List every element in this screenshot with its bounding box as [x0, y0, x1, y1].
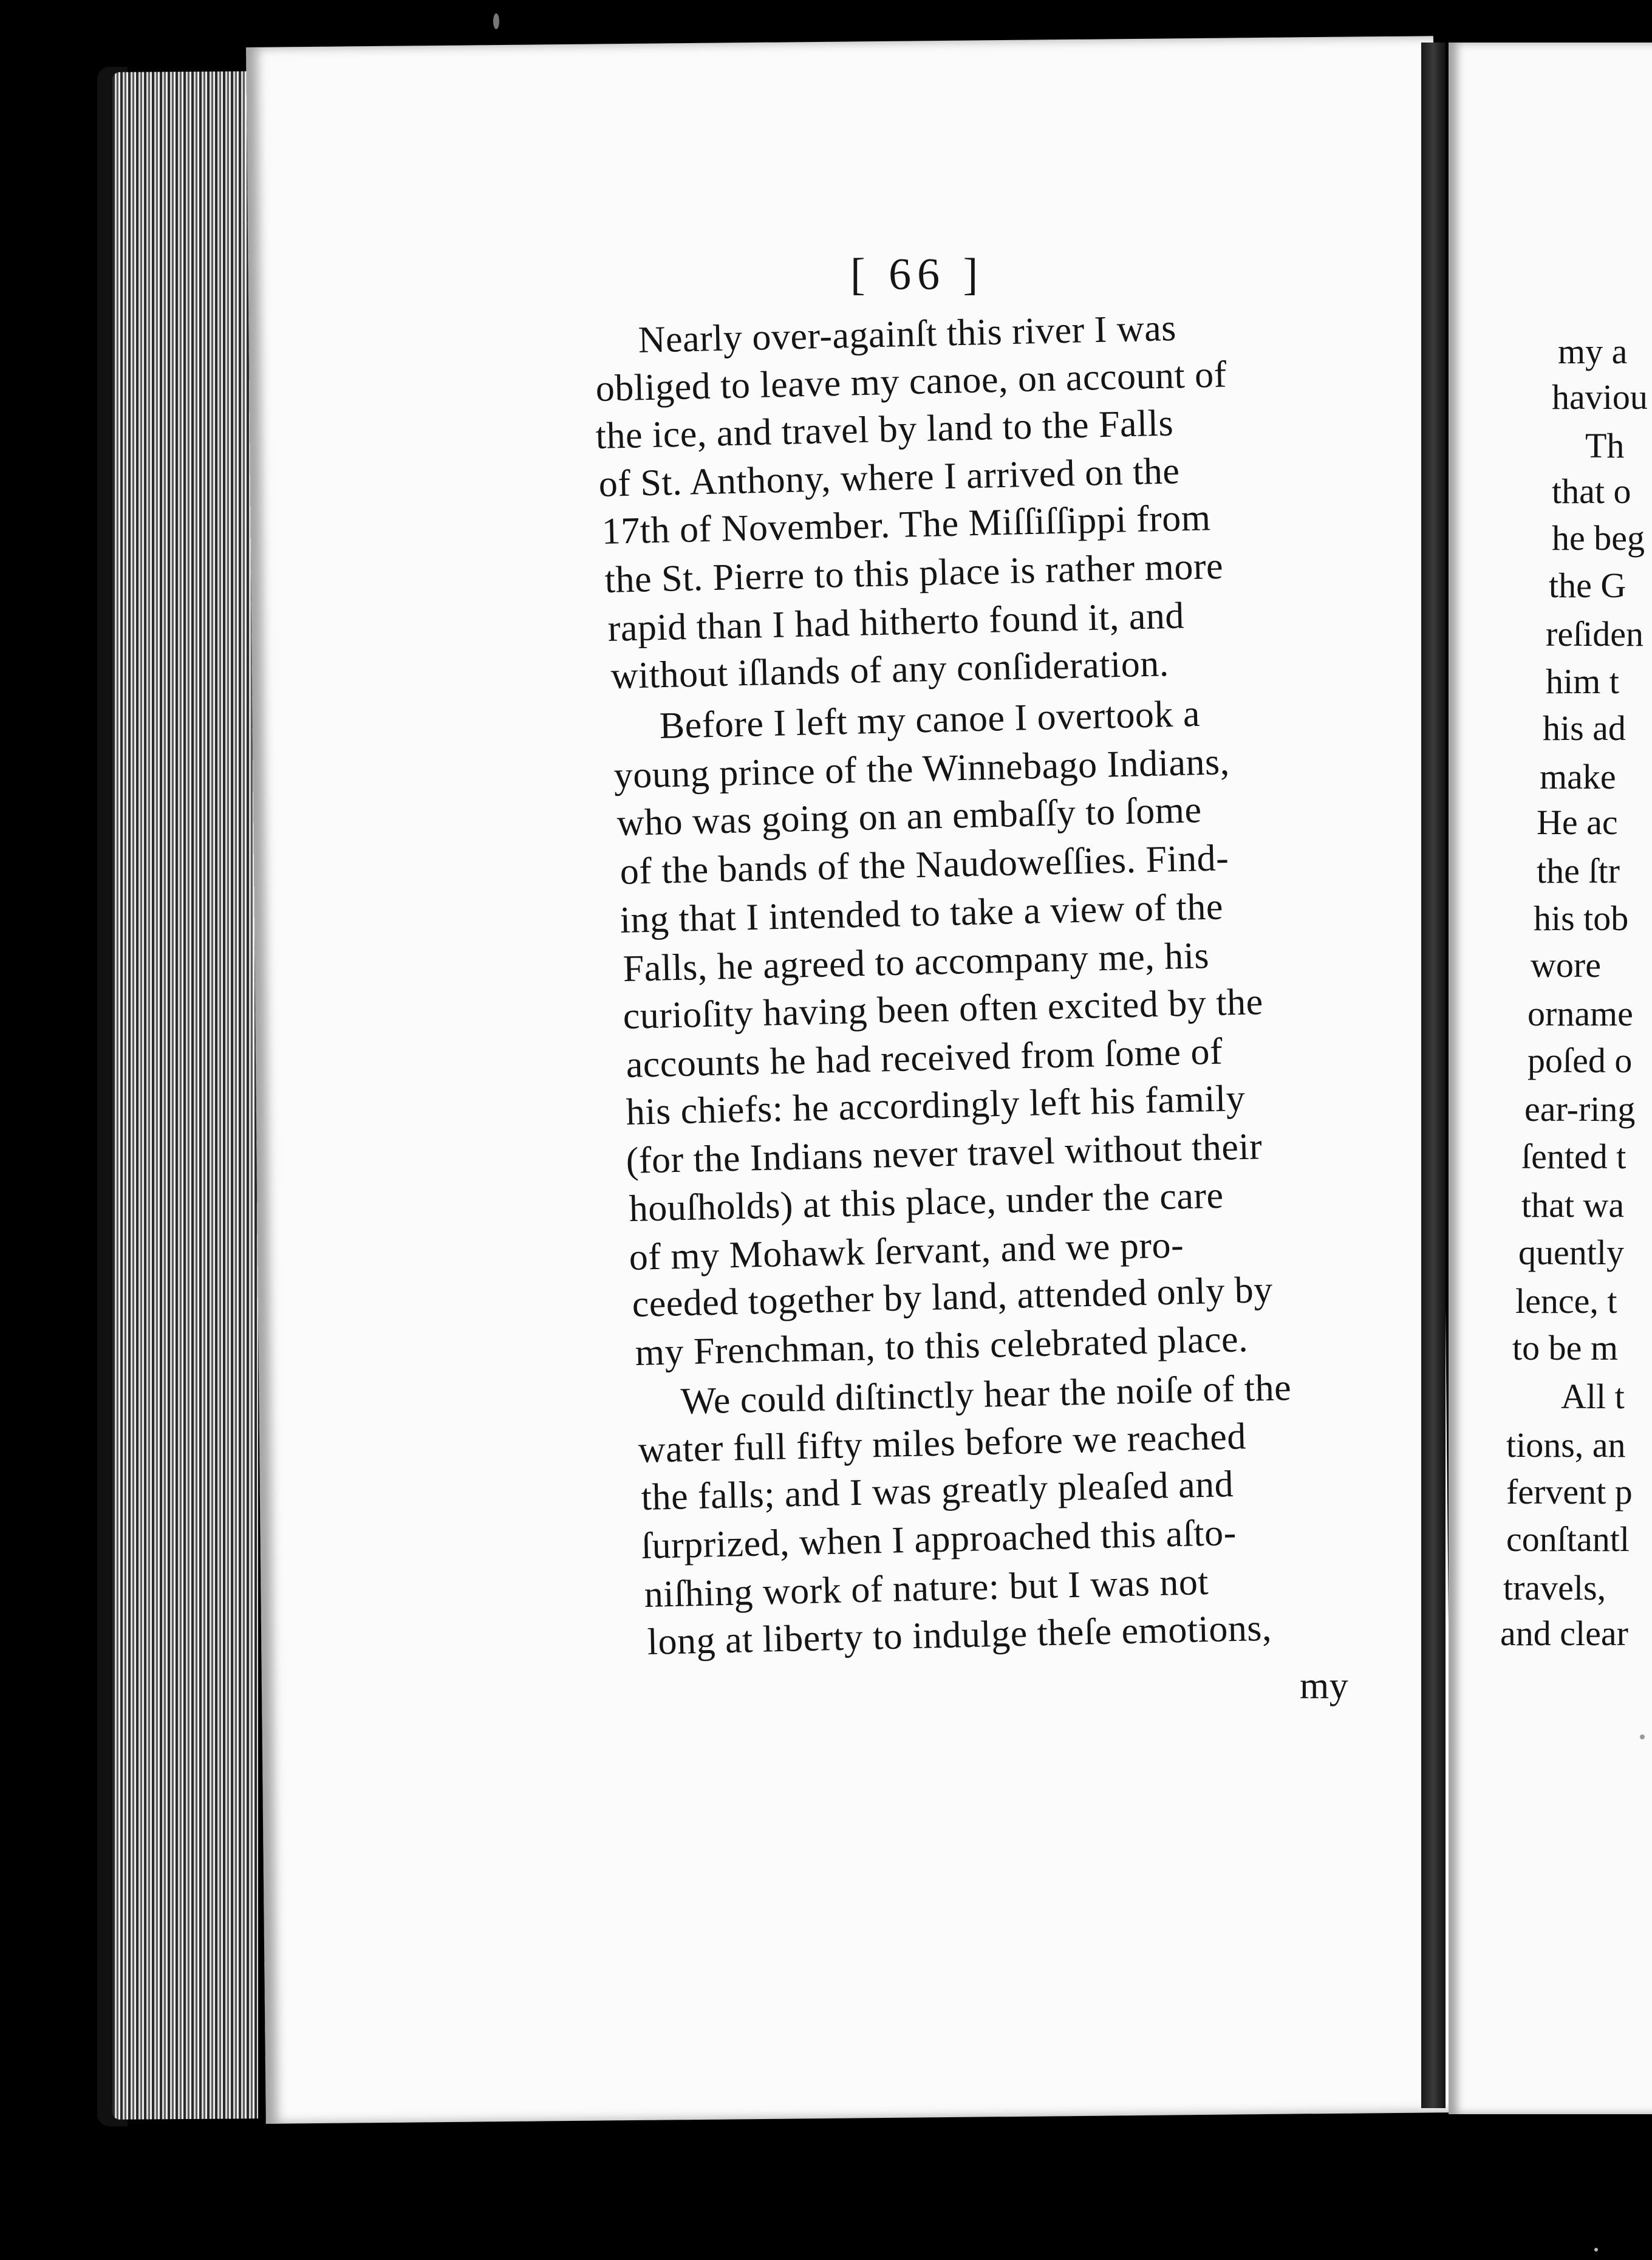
right-text-line: that o: [1552, 471, 1631, 511]
text-line: niſhing work of nature: but I was not: [644, 1561, 1209, 1615]
right-text-line: my a: [1558, 332, 1628, 371]
right-text-line: the ſtr: [1537, 851, 1620, 891]
text-line: Nearly over-againſt this river I was: [638, 307, 1177, 361]
right-text-line: fervent p: [1506, 1472, 1633, 1512]
right-text-line: to be m: [1512, 1328, 1618, 1368]
text-line: Before I left my canoe I overtook a: [659, 693, 1201, 747]
page-number: [ 66 ]: [850, 250, 985, 300]
right-text-line: wore: [1531, 945, 1601, 985]
text-line: ſurprized, when I approached this aſto-: [641, 1512, 1237, 1567]
text-line: water full fifty miles before we reached: [638, 1416, 1247, 1471]
right-text-line: his ad: [1543, 708, 1626, 748]
right-text-line: ſented t: [1521, 1137, 1626, 1176]
text-line: obliged to leave my canoe, on account of: [595, 354, 1227, 409]
text-line: 17th of November. The Miſſiſſippi from: [601, 497, 1212, 552]
text-line: my Frenchman, to this celebrated place.: [635, 1318, 1249, 1374]
right-text-line: poſed o: [1527, 1041, 1633, 1080]
text-line: of the bands of the Naudoweſſies. Find-: [620, 837, 1230, 892]
text-line: of my Mohawk ſervant, and we pro-: [629, 1224, 1184, 1278]
text-line: (for the Indians never travel without their: [626, 1126, 1263, 1182]
text-line: who was going on an embaſſy to ſome: [616, 789, 1203, 844]
right-text-line: Th: [1585, 426, 1625, 465]
right-text-line: he beg: [1552, 518, 1645, 558]
text-line: ceeded together by land, attended only by: [632, 1269, 1274, 1325]
right-text-line: All t: [1561, 1377, 1625, 1416]
text-line: long at liberty to indulge theſe emotions,: [647, 1607, 1272, 1663]
right-text-line: make: [1540, 757, 1616, 796]
text-line: without iſlands of any conſideration.: [610, 643, 1170, 697]
right-text-line: ear-ring: [1524, 1089, 1636, 1129]
text-line: his chiefs: he accordingly left his family: [626, 1077, 1246, 1133]
text-line: We could diſtinctly hear the noiſe of the: [680, 1367, 1292, 1422]
right-text-line: travels,: [1503, 1568, 1606, 1608]
text-line: curioſity having been often excited by the: [623, 981, 1264, 1037]
text-line: rapid than I had hitherto found it, and: [607, 595, 1185, 649]
right-text-line: the G: [1549, 566, 1626, 605]
right-text-line: and clear: [1500, 1614, 1628, 1653]
catchword: my: [1300, 1665, 1349, 1707]
right-text-line: him t: [1546, 662, 1619, 701]
right-text-line: He ac: [1537, 803, 1618, 842]
right-text-line: that wa: [1521, 1185, 1625, 1225]
text-line: accounts he had received from ſome of: [626, 1030, 1223, 1086]
text-line: the ice, and travel by land to the Falls: [595, 402, 1174, 457]
text-line: of St. Anthony, where I arrived on the: [598, 450, 1181, 505]
right-text-line: haviou: [1552, 377, 1648, 417]
text-line: ing that I intended to take a view of the: [620, 886, 1224, 941]
text-line: houſholds) at this place, under the care: [629, 1174, 1224, 1230]
right-text-line: tions, an: [1506, 1425, 1626, 1465]
text-line: Falls, he agreed to accompany me, his: [623, 935, 1210, 990]
right-text-line: orname: [1527, 994, 1633, 1033]
right-text-line: lence, t: [1515, 1281, 1617, 1321]
right-text-line: his tob: [1534, 899, 1629, 938]
right-text-line: reſiden: [1546, 614, 1644, 654]
text-line: the St. Pierre to this place is rather more: [604, 545, 1224, 601]
right-text-line: quently: [1518, 1233, 1624, 1272]
text-line: the falls; and I was greatly pleaſed and: [641, 1463, 1234, 1518]
right-text-line: conſtantl: [1506, 1519, 1630, 1559]
text-line: young prince of the Winnebago Indians,: [613, 741, 1230, 796]
